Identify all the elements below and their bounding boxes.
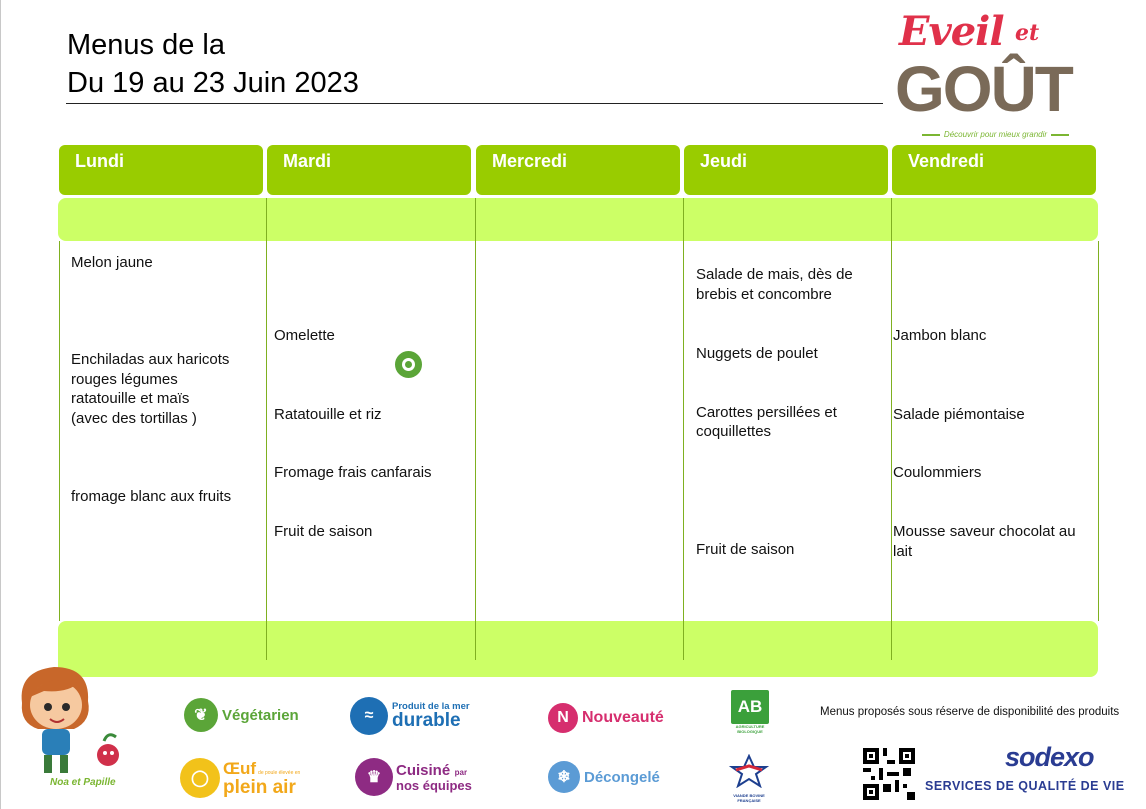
logo-eveil-text: Eveil: [899, 8, 1004, 55]
day-header-mardi: [267, 145, 471, 195]
mardi-cheese: Fromage frais canfarais: [274, 464, 432, 481]
legend-nouveaute: [548, 703, 664, 733]
legend-vegetarien-label: Végétarien: [222, 706, 299, 724]
legend-decongele: [548, 761, 660, 793]
legend-oeuf-big2: plein air: [223, 776, 296, 798]
eveil-et-gout-logo: [893, 8, 1098, 143]
menu-dates: Du 19 au 23 Juin 2023: [67, 67, 359, 99]
day-label: Mardi: [283, 151, 332, 171]
day-header-vendredi: [892, 145, 1096, 195]
lundi-main-line4: (avec des tortillas ): [71, 410, 197, 427]
legend-decongele-label: Décongelé: [584, 768, 660, 786]
mardi-dessert: Fruit de saison: [274, 523, 373, 540]
vendredi-cheese: Coulommiers: [893, 464, 982, 481]
day-label: Lundi: [75, 151, 124, 171]
jeudi-starter-line2: brebis et concombre: [696, 286, 832, 303]
mascot-caption: Noa et Papille: [50, 777, 116, 788]
column-border: [891, 198, 892, 660]
legend-cuisine-small: par: [454, 767, 468, 777]
jeudi-starter-line1: Salade de mais, dès de: [696, 266, 853, 283]
legend-nouveaute-label: Nouveauté: [582, 709, 664, 726]
sodexo-logo: sodexo: [1005, 742, 1094, 772]
viande-bovine-francaise-logo: [726, 754, 772, 803]
jeudi-main: Nuggets de poulet: [696, 345, 818, 362]
availability-note: Menus proposés sous réserve de disponibilité des produits: [820, 706, 1120, 718]
lundi-dessert: fromage blanc aux fruits: [71, 488, 232, 505]
lundi-main-line1: Enchiladas aux haricots: [71, 351, 230, 368]
logo-gout-text: GOÛT: [895, 53, 1072, 125]
jeudi-side-line2: coquillettes: [696, 423, 772, 440]
jeudi-side-line1: Carottes persillées et: [696, 404, 837, 421]
logo-tagline: Découvrir pour mieux grandir: [893, 130, 1098, 139]
qr-code[interactable]: [863, 748, 915, 800]
noa-et-papille-mascot: [4, 663, 134, 793]
legend-oeuf-big: Œuf: [223, 758, 257, 778]
legend-mer-big: durable: [392, 710, 461, 732]
column-border: [266, 198, 267, 660]
day-header-jeudi: [684, 145, 888, 195]
day-label: Vendredi: [908, 151, 985, 171]
ab-letters: AB: [731, 690, 769, 724]
day-header-mercredi: [476, 145, 680, 195]
day-header-lundi: [59, 145, 263, 195]
vendredi-side: Salade piémontaise: [893, 406, 1025, 423]
top-band: [58, 198, 1098, 241]
lundi-main-line2: rouges légumes: [71, 371, 178, 388]
mardi-main: Omelette: [274, 327, 335, 344]
new-n-icon: N: [548, 703, 578, 733]
bottom-band: [58, 621, 1098, 677]
mardi-side: Ratatouille et riz: [274, 406, 382, 423]
ab-caption: AGRICULTURE BIOLOGIQUE: [735, 724, 765, 734]
day-label: Jeudi: [700, 151, 748, 171]
vendredi-main: Jambon blanc: [893, 327, 987, 344]
legend-vegetarien: [184, 698, 299, 732]
jeudi-dessert: Fruit de saison: [696, 541, 795, 558]
legend-cuisine-nos-equipes: [355, 758, 472, 796]
legend-mer-durable: [350, 697, 470, 735]
sodexo-tagline: SERVICES DE QUALITÉ DE VIE: [925, 779, 1125, 793]
legend-oeuf-small: de poule élevée en: [258, 769, 301, 776]
snowflake-icon: ❄: [548, 761, 580, 793]
egg-icon: ◯: [180, 758, 220, 798]
vendredi-dessert-line1: Mousse saveur chocolat au: [893, 523, 1076, 540]
chef-hat-icon: ♛: [355, 758, 393, 796]
vendredi-dessert-line2: lait: [893, 543, 913, 560]
title-divider: [66, 103, 883, 104]
menu-title: Menus de la: [67, 29, 225, 61]
lundi-starter: Melon jaune: [71, 254, 153, 271]
day-label: Mercredi: [492, 151, 568, 171]
column-border: [59, 241, 60, 621]
vbf-caption: VIANDE BOVINE FRANÇAISE: [733, 793, 765, 803]
ab-bio-logo: [731, 690, 769, 736]
legend-cuisine-big2: nos équipes: [396, 777, 472, 793]
vegetarian-leaf-icon: ❦: [184, 698, 218, 732]
column-border: [683, 198, 684, 660]
column-border: [475, 198, 476, 660]
vegetarian-icon: [395, 351, 422, 378]
legend-oeuf-plein-air: [180, 758, 300, 798]
legend-cuisine-big: Cuisiné: [396, 761, 451, 779]
wave-icon: ≈: [350, 697, 388, 735]
column-border: [1098, 241, 1099, 621]
logo-et-text: et: [1015, 20, 1040, 46]
lundi-main-line3: ratatouille et maïs: [71, 390, 190, 407]
page-border: [0, 0, 1, 809]
legend-mer-small: Produit de la mer: [392, 700, 470, 712]
